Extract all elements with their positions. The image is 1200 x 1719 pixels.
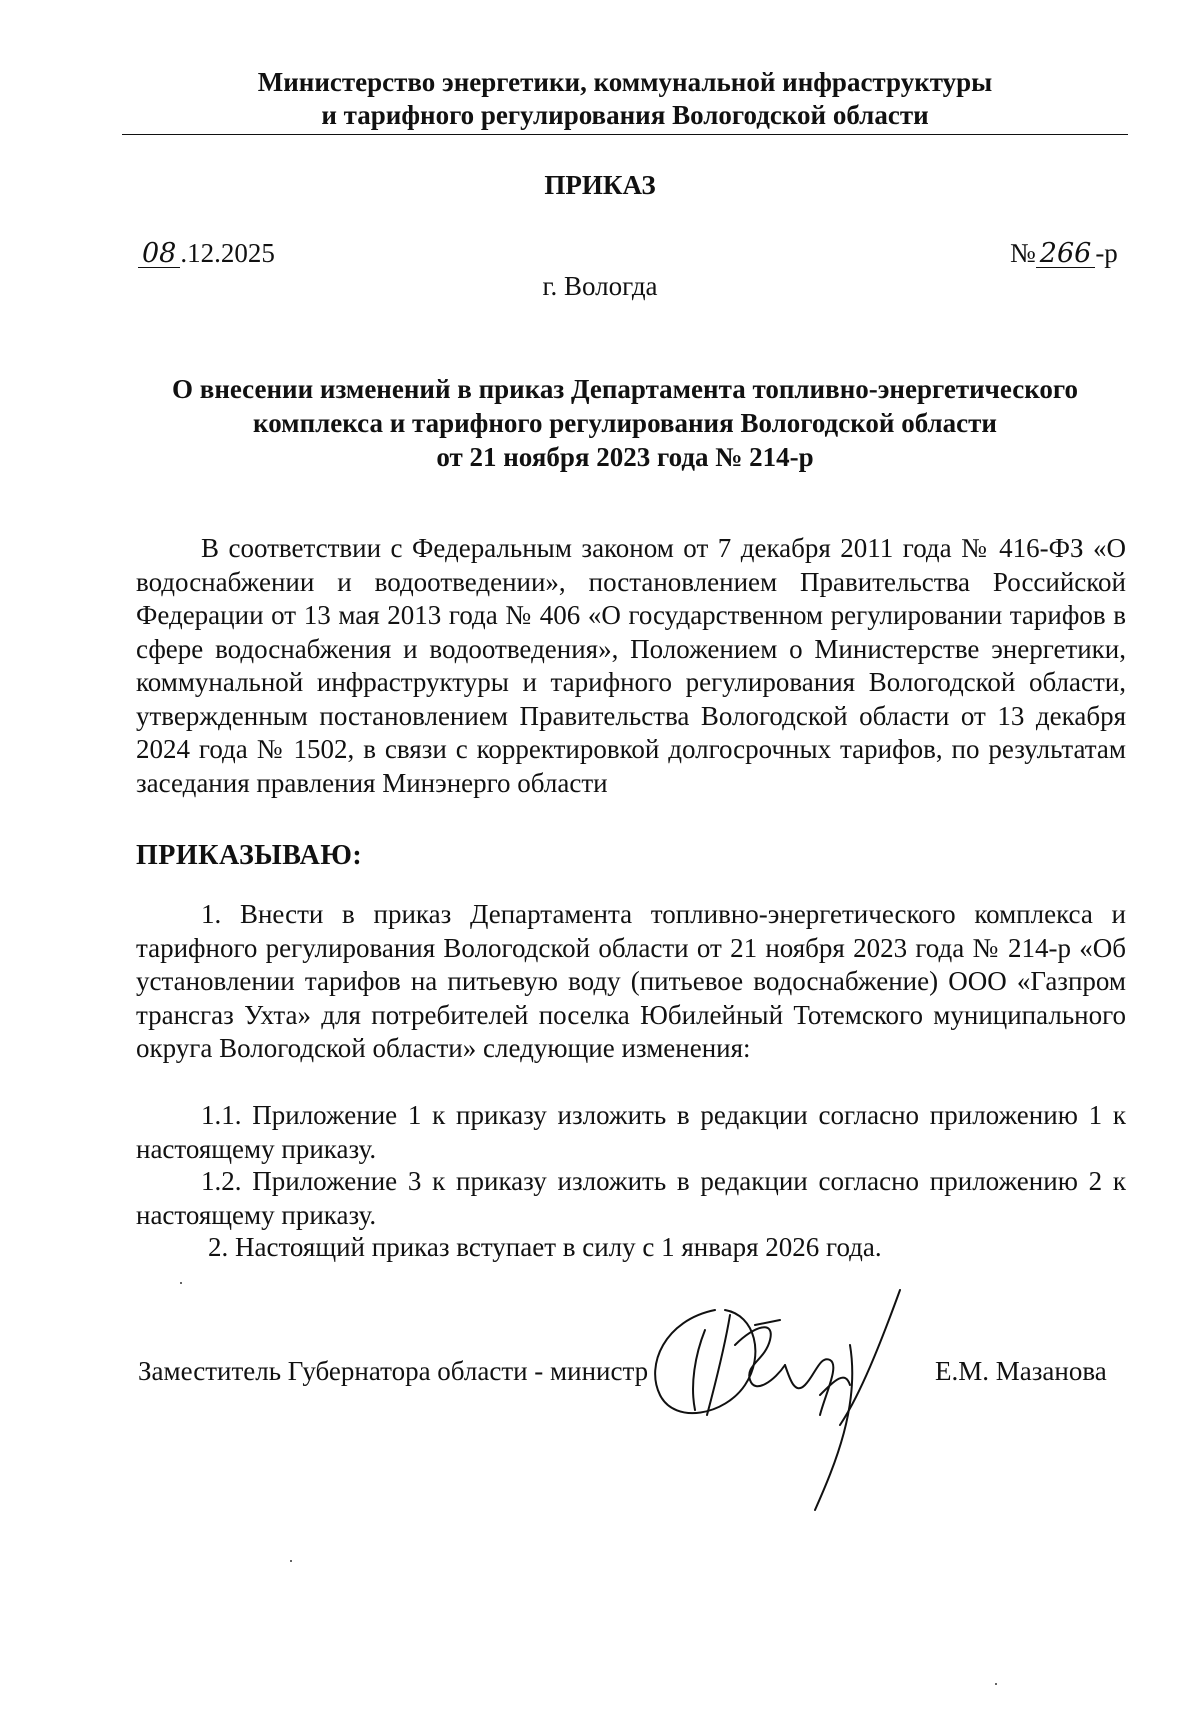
ministry-header bbox=[125, 66, 1125, 132]
subject-line-1: О внесении изменений в приказ Департамента топливно-энергетического bbox=[171, 374, 1078, 404]
date-day-handwritten: 08 bbox=[138, 240, 180, 268]
item-1-1: 1.1. Приложение 1 к приказу изложить в редакции согласно приложению 1 к настоящему приказу. bbox=[136, 1100, 1126, 1164]
ministry-line-1: Министерство энергетики, коммунальной инфраструктуры bbox=[257, 67, 993, 97]
item-1: 1. Внести в приказ Департамента топливно-энергетического комплекса и тарифного регулирования Вологодской области от 21 ноября 2023 года № 214-р «Об установлении тарифов на питьевую воду (питьевое водоснабжение) ООО «Газпром трансгаз Ухта» для потребителей поселка Юбилейный Тотемского муниципального округа Вологодской области» следующие изменения: bbox=[136, 899, 1126, 1063]
scan-speck bbox=[180, 1282, 182, 1284]
signatory-role: Заместитель Губернатора области - министр bbox=[138, 1356, 649, 1386]
number-prefix: № bbox=[1010, 238, 1036, 268]
preamble-paragraph: В соответствии с Федеральным законом от 7 декабря 2011 года № 416-ФЗ «О водоснабжении и водоотведении», постановлением Правительства Российской Федерации от 13 мая 2013 года № 406 «О государственном регулировании тарифов в сфере водоснабжения и водоотведения», Положением о Министерстве энергетики, коммунальной инфраструктуры и тарифного регулирования Вологодской области, утвержденным постановлением Правительства Вологодской области от 13 декабря 2024 года № 1502, в связи с корректировкой долгосрочных тарифов, по результатам заседания правления Минэнерго области bbox=[136, 533, 1126, 798]
number-suffix: -р bbox=[1095, 238, 1118, 268]
item-2: 2. Настоящий приказ вступает в силу с 1 января 2026 года. bbox=[208, 1232, 882, 1262]
order-number bbox=[1010, 238, 1118, 269]
order-date bbox=[138, 238, 275, 269]
header-divider bbox=[122, 134, 1128, 135]
handwritten-signature bbox=[645, 1285, 945, 1515]
subject-line-3: от 21 ноября 2023 года № 214-р bbox=[436, 442, 814, 472]
order-title: ПРИКАЗ bbox=[544, 170, 656, 200]
number-handwritten: 266 bbox=[1036, 240, 1096, 268]
item-1-2: 1.2. Приложение 3 к приказу изложить в редакции согласно приложению 2 к настоящему приказу. bbox=[136, 1166, 1126, 1230]
scan-speck bbox=[290, 1560, 292, 1562]
date-rest: .12.2025 bbox=[180, 238, 275, 268]
ministry-line-2: и тарифного регулирования Вологодской области bbox=[321, 100, 929, 130]
city: г. Вологда bbox=[542, 271, 658, 301]
subject-line-2: комплекса и тарифного регулирования Вологодской области bbox=[253, 408, 997, 438]
scan-speck bbox=[995, 1683, 997, 1685]
order-subject bbox=[130, 372, 1120, 474]
signatory-name: Е.М. Мазанова bbox=[935, 1356, 1107, 1386]
order-directive: ПРИКАЗЫВАЮ: bbox=[136, 840, 363, 871]
